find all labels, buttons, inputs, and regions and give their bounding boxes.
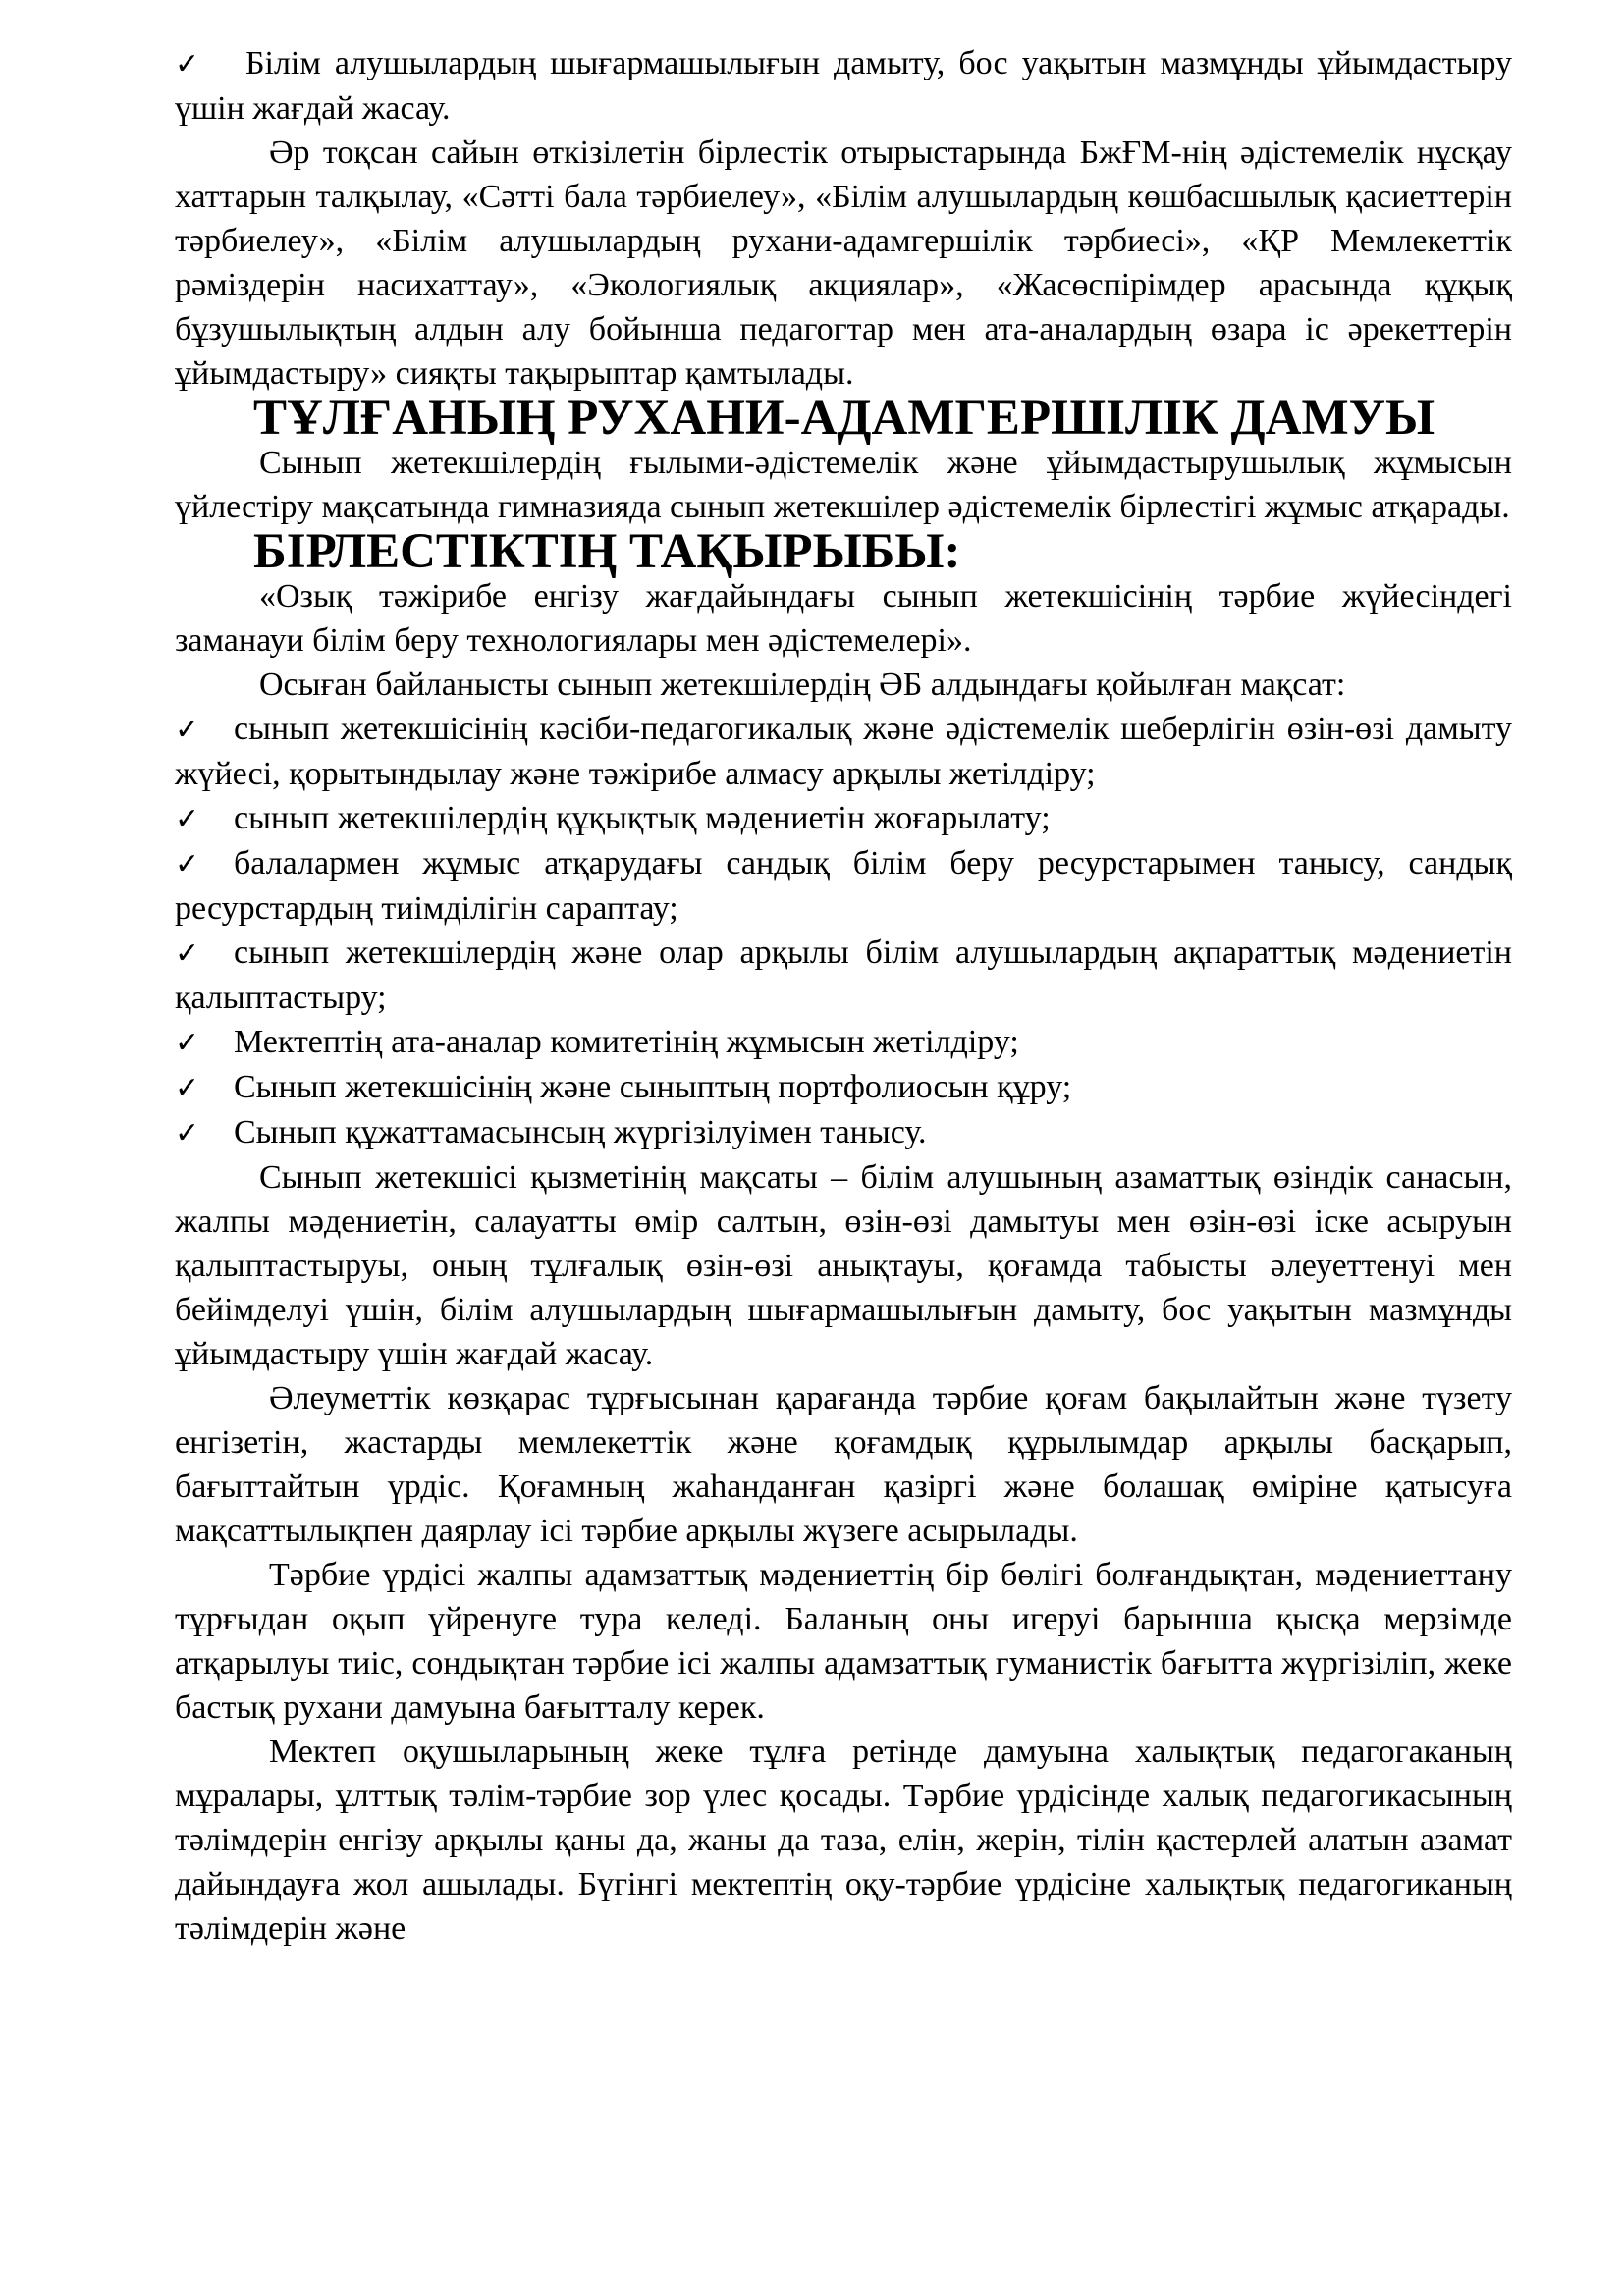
checkmark-icon: ✓ — [175, 802, 200, 836]
checklist-item-text: сынып жетекшілердің құқықтық мәдениетін жоғарылату; — [234, 800, 1051, 836]
checkmark-icon: ✓ — [175, 1026, 200, 1060]
checklist-item-text: Мектептің ата-аналар комитетінің жұмысын жетілдіру; — [234, 1024, 1019, 1060]
paragraph: Тәрбие үрдісі жалпы адамзаттық мәдениеттің бір бөлігі болғандықтан, мәдениеттану тұрғыдан оқып үйренуге тура келеді. Баланың оны игеруі барынша қысқа мерзімде атқарылуы тиіс, сондықтан тәрбие ісі жалпы адамзаттық гуманистік бағытта жүргізіліп, жеке бастық рухани дамуына бағытталу керек. — [175, 1557, 1512, 1726]
checklist-item — [175, 796, 1512, 841]
checklist-item — [175, 931, 1512, 1020]
checklist-item — [175, 1110, 1512, 1155]
paragraph: Сынып жетекшілердің ғылыми-әдістемелік және ұйымдастырушылық жұмысын үйлестіру мақсатында гимназияда сынып жетекшілер әдістемелік бірлестігі жұмыс атқарады. — [175, 445, 1512, 525]
paragraph: «Озық тәжірибе енгізу жағдайындағы сынып жетекшісінің тәрбие жүйесіндегі заманауи білім беру технологиялары мен әдістемелері». — [175, 578, 1512, 659]
checklist-item — [175, 1065, 1512, 1110]
section-heading: ТҰЛҒАНЫҢ РУХАНИ-АДАМГЕРШІЛІК ДАМУЫ — [253, 391, 1435, 446]
checkmark-icon: ✓ — [175, 1071, 200, 1105]
checkmark-icon: ✓ — [175, 47, 200, 81]
checklist-item — [175, 841, 1512, 931]
checkmark-icon: ✓ — [175, 713, 200, 747]
checkmark-icon: ✓ — [175, 1116, 200, 1150]
document-page — [175, 41, 1512, 1950]
section-heading: БІРЛЕСТІКТІҢ ТАҚЫРЫБЫ: — [253, 524, 961, 579]
checklist-item — [175, 707, 1512, 796]
checklist-item-text: сынып жетекшісінің кәсіби-педагогикалық және әдістемелік шеберлігін өзін-өзі дамыту жүйесі, қорытындылау және тәжірибе алмасу арқылы жетілдіру; — [175, 711, 1512, 792]
paragraph: Әлеуметтік көзқарас тұрғысынан қарағанда тәрбие қоғам бақылайтын және түзету енгізетін, жастарды мемлекеттік және қоғамдық құрылымдар арқылы басқарып, бағыттайтын үрдіс. Қоғамның жаһанданған қазіргі және болашақ өміріне қатысуға мақсаттылықпен даярлау ісі тәрбие арқылы жүзеге асырылады. — [175, 1380, 1512, 1549]
paragraph: Әр тоқсан сайын өткізілетін бірлестік отырыстарында БжҒМ-нің әдістемелік нұсқау хаттарын талқылау, «Сәтті бала тәрбиелеу», «Білім алушылардың көшбасшылық қасиеттерін тәрбиелеу», «Білім алушылардың рухани-адамгершілік тәрбиесі», «ҚР Мемлекеттік рәміздерін насихаттау», «Экологиялық акциялар», «Жасөспірімдер арасында құқық бұзушылықтың алдын алу бойынша педагогтар мен ата-аналардың өзара іс әрекеттерін ұйымдастыру» сияқты тақырыптар қамтылады. — [175, 134, 1512, 392]
checklist-item-text: Сынып құжаттамасынсың жүргізілуімен танысу. — [234, 1114, 927, 1150]
checkmark-icon: ✓ — [175, 847, 200, 881]
checklist-item-text: Білім алушылардың шығармашылығын дамыту, бос уақытын мазмұнды ұйымдастыру үшін жағдай жасау. — [175, 45, 1512, 127]
checklist-item — [175, 41, 1512, 131]
checklist-item-text: балалармен жұмыс атқарудағы сандық білім беру ресурстарымен танысу, сандық ресурстардың тиімділігін сараптау; — [175, 845, 1512, 927]
checklist-item-text: сынып жетекшілердің және олар арқылы білім алушылардың ақпараттық мәдениетін қалыптастыру; — [175, 934, 1512, 1016]
paragraph: Сынып жетекшісі қызметінің мақсаты – білім алушының азаматтық өзіндік санасын, жалпы мәдениетін, салауатты өмір салтын, өзін-өзі дамытуы мен өзін-өзі іске асыруын қалыптастыруы, оның тұлғалық өзін-өзі анықтауы, қоғамда табысты әлеуеттенуі мен бейімделуі үшін, білім алушылардың шығармашылығын дамыту, бос уақытын мазмұнды ұйымдастыру үшін жағдай жасау. — [175, 1159, 1512, 1372]
checkmark-icon: ✓ — [175, 936, 200, 971]
paragraph: Мектеп оқушыларының жеке тұлға ретінде дамуына халықтық педагогаканың мұралары, ұлттық тәлім-тәрбие зор үлес қосады. Тәрбие үрдісінде халық педагогикасының тәлімдерін енгізу арқылы қаны да, жаны да таза, елін, жерін, тілін қастерлей алатын азамат дайындауға жол ашылады. Бүгінгі мектептің оқу-тәрбие үрдісіне халықтық педагогиканың тәлімдерін және — [175, 1734, 1512, 1947]
checklist-item — [175, 1020, 1512, 1065]
paragraph: Осыған байланысты сынып жетекшілердің ӘБ алдындағы қойылған мақсат: — [259, 667, 1346, 703]
checklist-item-text: Сынып жетекшісінің және сыныптың портфолиосын құру; — [234, 1069, 1072, 1105]
